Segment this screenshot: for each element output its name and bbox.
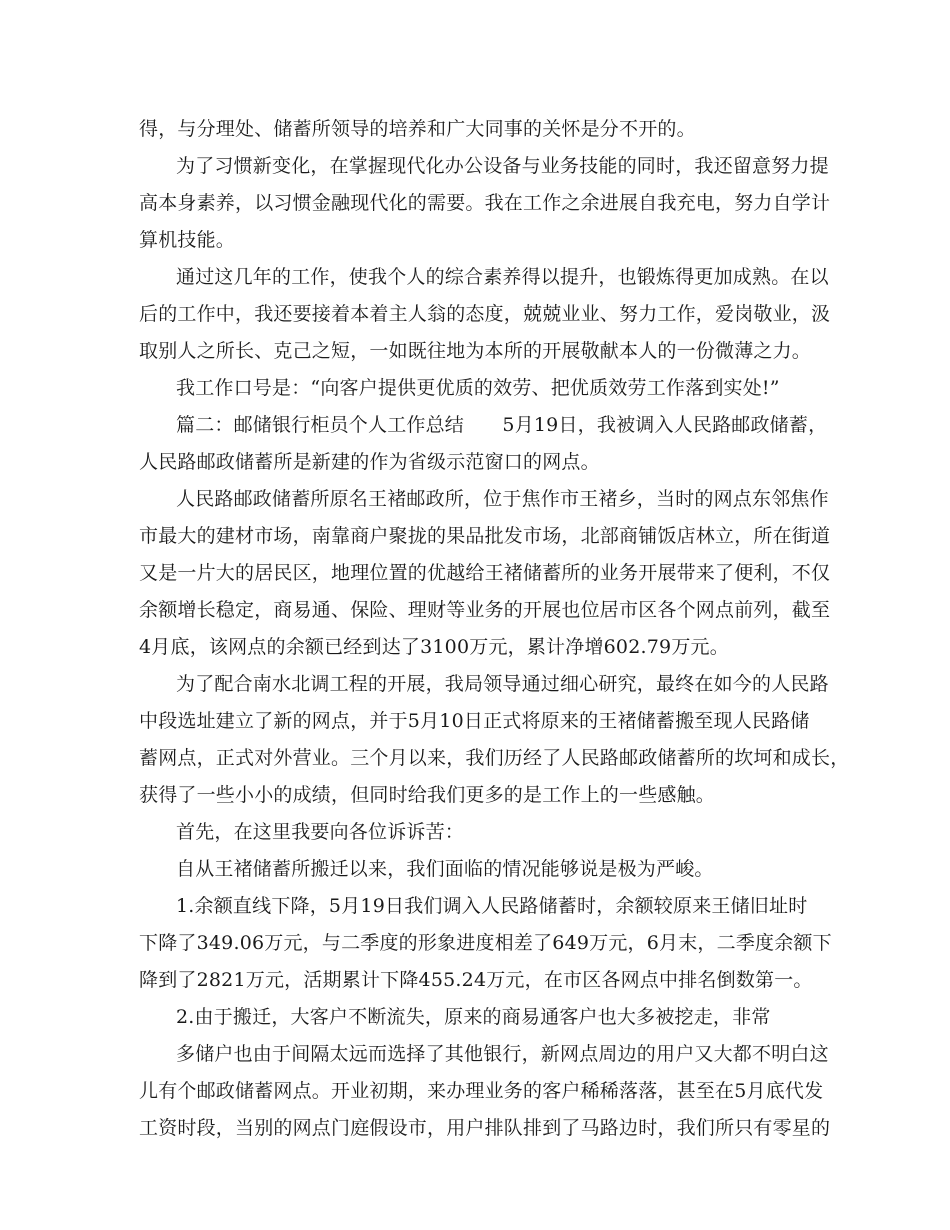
text-line: 人民路邮政储蓄所原名王褚邮政所，位于焦作市王褚乡，当时的网点东邻焦作: [176, 488, 829, 510]
text-line: 通过这几年的工作，使我个人的综合素养得以提升，也锻炼得更加成熟。在以: [176, 266, 829, 288]
text-line: 算机技能。: [139, 229, 236, 251]
text-line: 市最大的建材市场，南靠商户聚拢的果品批发市场，北部商铺饭店林立，所在街道: [139, 525, 831, 547]
text-line: 1.余额直线下降，5月19日我们调入人民路储蓄时，余额较原来王储旧址时: [176, 895, 808, 917]
text-line: 下降了349.06万元，与二季度的形象进度相差了649万元，6月末，二季度余额下: [139, 932, 832, 954]
text-line: 中段选址建立了新的网点，并于5月10日正式将原来的王褚储蓄搬至现人民路储: [139, 710, 810, 732]
text-line: 多储户也由于间隔太远而选择了其他银行，新网点周边的用户又大都不明白这: [176, 1043, 829, 1065]
text-line: 取别人之所长、克己之短，一如既往地为本所的开展敬献本人的一份微薄之力。: [139, 340, 812, 362]
text-line: 获得了一些小小的成绩，但同时给我们更多的是工作上的一些感触。: [139, 784, 716, 806]
text-line: 降到了2821万元，活期累计下降455.24万元，在市区各网点中排名倒数第一。: [139, 969, 813, 991]
text-line: 得，与分理处、储蓄所领导的培养和广大同事的关怀是分不开的。: [139, 118, 696, 140]
text-line: 工资时段，当别的网点门庭假设市，用户排队排到了马路边时，我们所只有零星的: [139, 1117, 831, 1139]
text-line: 人民路邮政储蓄所是新建的作为省级示范窗口的网点。: [139, 451, 600, 473]
text-line: 后的工作中，我还要接着本着主人翁的态度，兢兢业业、努力工作，爱岗敬业，汲: [139, 303, 831, 325]
text-line: 为了习惯新变化，在掌握现代化办公设备与业务技能的同时，我还留意努力提: [176, 155, 829, 177]
text-line: 首先，在这里我要向各位诉诉苦：: [176, 821, 465, 843]
text-line: 我工作口号是：“向客户提供更优质的效劳、把优质效劳工作落到实处!”: [176, 377, 780, 399]
text-line: 又是一片大的居民区，地理位置的优越给王褚储蓄所的业务开展带来了便利，不仅: [139, 562, 831, 584]
text-line: 蓄网点，正式对外营业。三个月以来，我们历经了人民路邮政储蓄所的坎坷和成长，: [139, 747, 850, 769]
text-line: 高本身素养，以习惯金融现代化的需要。我在工作之余进展自我充电，努力自学计: [139, 192, 831, 214]
document-body: [139, 111, 850, 1147]
text-line: 为了配合南水北调工程的开展，我局领导通过细心研究，最终在如今的人民路: [176, 673, 829, 695]
text-line: 自从王褚储蓄所搬迁以来，我们面临的情况能够说是极为严峻。: [176, 858, 714, 880]
text-line: 2.由于搬迁，大客户不断流失，原来的商易通客户也大多被挖走，非常: [176, 1006, 771, 1028]
text-line: 儿有个邮政储蓄网点。开业初期，来办理业务的客户稀稀落落，甚至在5月底代发: [139, 1080, 824, 1102]
text-line: 篇二：邮储银行柜员个人工作总结 5月19日，我被调入人民路邮政储蓄，: [176, 414, 828, 436]
text-line: 余额增长稳定，商易通、保险、理财等业务的开展也位居市区各个网点前列，截至: [139, 599, 831, 621]
text-line: 4月底，该网点的余额已经到达了3100万元，累计净增602.79万元。: [139, 636, 729, 658]
